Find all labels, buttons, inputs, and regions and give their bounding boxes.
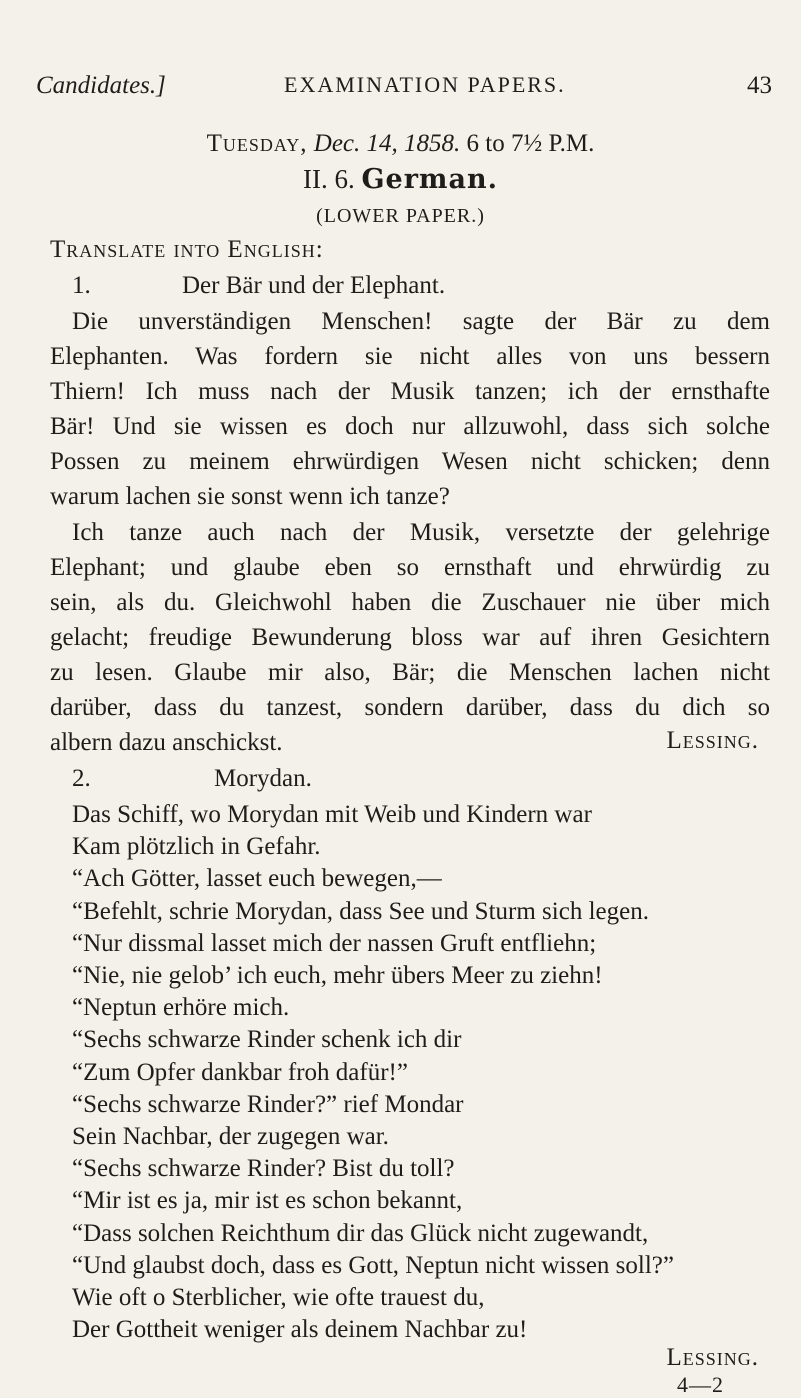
piece-2-title: Morydan. — [214, 765, 312, 792]
p2-line: Sein Nachbar, der zugegen war. — [72, 1123, 389, 1150]
p1-line: zu lesen. Glaube mir also, Bär; die Menschen lachen nicht — [50, 659, 770, 686]
date-time: 6 to 7½ P.M. — [466, 130, 595, 157]
p2-line: Das Schiff, wo Morydan mit Weib und Kindern war — [72, 801, 592, 828]
running-header — [36, 72, 772, 108]
page-number: 43 — [747, 72, 772, 99]
date-date: Dec. 14, 1858. — [313, 130, 461, 157]
p2-line: “Zum Opfer dankbar froh dafür!” — [72, 1059, 408, 1086]
date-line — [0, 128, 801, 160]
p2-line: Kam plötzlich in Gefahr. — [72, 833, 321, 860]
p2-line: “Und glaubst doch, dass es Gott, Neptun nicht wissen soll?” — [72, 1252, 674, 1279]
section-number: II. 6. — [302, 164, 355, 194]
p2-line: Wie oft o Sterblicher, wie ofte trauest du, — [72, 1284, 485, 1311]
p2-line: “Mir ist es ja, mir ist es schon bekannt, — [72, 1187, 463, 1214]
p1-line: albern dazu anschickst. — [50, 729, 283, 756]
piece-2-heading — [72, 763, 792, 795]
section-heading — [0, 163, 801, 196]
p1-line: Die unverständigen Menschen! sagte der Bär zu dem — [72, 308, 770, 335]
running-header-title: EXAMINATION PAPERS. — [284, 72, 566, 97]
section-subject: German. — [361, 164, 499, 195]
p2-line: “Sechs schwarze Rinder schenk ich dir — [72, 1026, 462, 1053]
running-header-left: Candidates.] — [36, 72, 166, 99]
p2-line: “Sechs schwarze Rinder? Bist du toll? — [72, 1155, 455, 1182]
p1-line: warum lachen sie sonst wenn ich tanze? — [50, 483, 450, 510]
p2-line: “Ach Götter, lasset euch bewegen,— — [72, 865, 442, 892]
piece-2-number: 2. — [72, 765, 91, 792]
p2-line: “Befehlt, schrie Morydan, dass See und Sturm sich legen. — [72, 898, 649, 925]
piece-2-author: Lessing. — [666, 1344, 759, 1371]
p1-line: Ich tanze auch nach der Musik, versetzte der gelehrige — [72, 519, 770, 546]
p1-line: Possen zu meinem ehrwürdigen Wesen nicht schicken; denn — [50, 448, 770, 475]
piece-1-number: 1. — [72, 272, 91, 299]
instruction: Translate into English: — [50, 236, 324, 263]
p1-line: gelacht; freudige Bewunderung bloss war auf ihren Gesichtern — [50, 624, 770, 651]
p1-line: Thiern! Ich muss nach der Musik tanzen; ich der ernsthafte — [50, 378, 770, 405]
p1-line: Elephant; und glaube eben so ernsthaft und ehrwürdig zu — [50, 554, 770, 581]
p2-line: “Nie, nie gelob’ ich euch, mehr übers Meer zu ziehn! — [72, 962, 603, 989]
p2-line: “Neptun erhöre mich. — [72, 994, 290, 1021]
piece-1-title: Der Bär und der Elephant. — [182, 272, 446, 299]
p2-line: “Dass solchen Reichthum dir das Glück nicht zugewandt, — [72, 1220, 649, 1247]
p1-line: Bär! Und sie wissen es doch nur allzuwohl, dass sich solche — [50, 413, 770, 440]
paper-level: (LOWER PAPER.) — [316, 205, 485, 227]
p1-line: sein, als du. Gleichwohl haben die Zuschauer nie über mich — [50, 589, 770, 616]
p2-line: “Nur dissmal lasset mich der nassen Gruft entfliehn; — [72, 930, 597, 957]
signature-mark: 4—2 — [677, 1372, 724, 1397]
p1-line: darüber, dass du tanzest, sondern darüber, dass du dich so — [50, 694, 770, 721]
p1-line: Elephanten. Was fordern sie nicht alles von uns bessern — [50, 343, 770, 370]
piece-1-heading — [72, 270, 792, 302]
p2-line: “Sechs schwarze Rinder?” rief Mondar — [72, 1091, 464, 1118]
piece-1-author: Lessing. — [666, 727, 759, 754]
date-day: Tuesday, — [206, 130, 308, 157]
p2-line: Der Gottheit weniger als deinem Nachbar zu! — [72, 1316, 528, 1343]
